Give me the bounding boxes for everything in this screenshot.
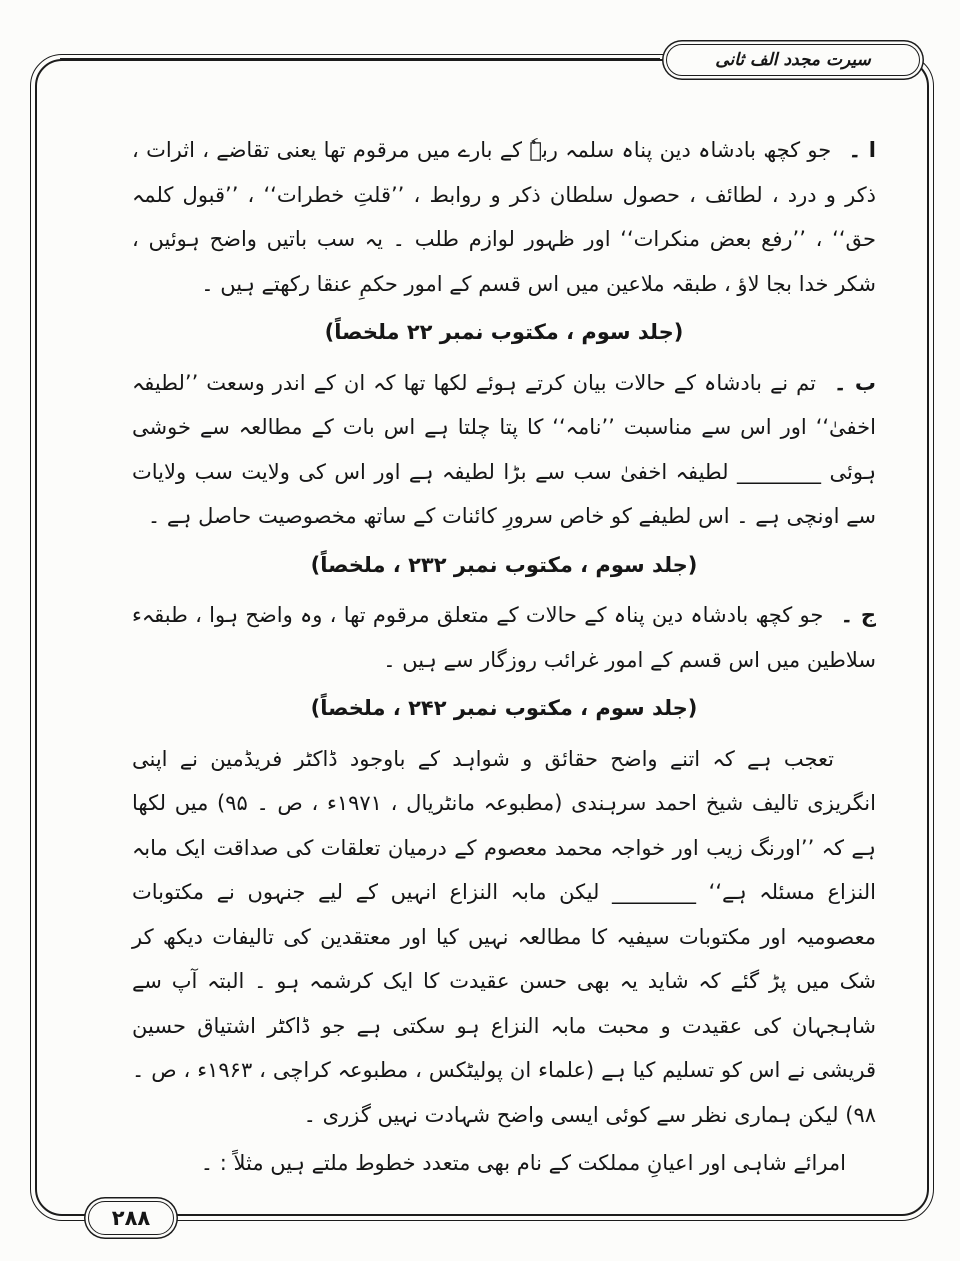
page-number: ۲۸۸	[111, 1206, 151, 1230]
citation-text: (جلد سوم ، مکتوب نمبر ۲۳۲ ، ملخصاً)	[310, 552, 698, 577]
item-text: تم نے بادشاہ کے حالات بیان کرتے ہوئے لکھا تھا کہ ان کے اندر وسعت ’’لطیفہ اخفیٰ‘‘ اور اس سے مناسبت ’’نامہ‘‘ کا پتا چلتا ہے اس بات کے مطالعہ سے خوشی ہوئی ________ لطیفہ اخفیٰ سب سے بڑا لطیفہ ہے اور اس کی ولایت سب ولایات سے اونچی ہے ۔ اس لطیفے کو خاص سرورِ کائنات کے ساتھ مخصوصیت حاصل ہے ۔	[132, 370, 876, 529]
list-item-jeem	[132, 593, 876, 682]
closing-line	[132, 1141, 876, 1186]
item-text: جو کچھ بادشاہ دین پناہ سلمہ ربہٗ کے بارے میں مرقوم تھا یعنی تقاضے ، اثرات ، ذکر و درد ، لطائف ، حصول سلطان ذکر و روابط ، ’’قلتِ خطرات‘‘ ، ’’قبول کلمہ حق‘‘ ، ’’رفع بعض منکرات‘‘ اور ظہور لوازم طلب ۔ یہ سب باتیں واضح ہوئیں ، شکر خدا بجا لاؤ ، طبقہ ملاعین میں اس قسم کے امور حکمِ عنقا رکھتے ہیں ۔	[132, 138, 876, 296]
item-text: جو کچھ بادشاہ دین پناہ کے حالات کے متعلق مرقوم تھا ، وہ واضح ہوا ، طبقہء سلاطین میں اس قسم کے امور غرائب روزگار سے ہیں ۔	[132, 603, 876, 672]
paragraph-text: تعجب ہے کہ اتنے واضح حقائق و شواہد کے باوجود ڈاکٹر فریڈمین نے اپنی انگریزی تالیف شیخ احمد سرہندی (مطبوعہ مانٹریال ، ۱۹۷۱ء ، ص ۔ ۹۵) میں لکھا ہے کہ ’’اورنگ زیب اور خواجہ محمد معصوم کے درمیان تعلقات کی صداقت ایک مابہ النزاع مسئلہ ہے‘‘ ________ لیکن مابہ النزاع انہیں کے لیے جنہوں نے مکتوبات معصومیہ اور مکتوبات سیفیہ کا مطالعہ نہیں کیا اور معتقدین کی تالیفات دیکھ کر شک میں پڑ گئے کہ شاید یہ بھی حسن عقیدت کا ایک کرشمہ ہو ۔ البتہ آپ سے شاہجہان کی عقیدت و محبت مابہ النزاع ہو سکتی ہے جو ڈاکٹر اشتیاق حسین قریشی نے اس کو تسلیم کیا ہے (علماء ان پولیٹکس ، مطبوعہ کراچی ، ۱۹۶۳ء ، ص ۔ ۹۸) لیکن ہماری نظر سے کوئی ایسی واضح شہادت نہیں گزری ۔	[132, 746, 876, 1127]
item-label: ج ۔	[840, 603, 876, 628]
page-number-badge	[88, 1201, 174, 1235]
item-label: ا ۔	[848, 138, 876, 162]
citation-text: (جلد سوم ، مکتوب نمبر ۲۴۲ ، ملخصاً)	[310, 696, 698, 721]
citation-line	[132, 686, 876, 731]
citation-line	[132, 310, 876, 355]
page-body	[132, 128, 876, 1188]
list-item-alif	[132, 128, 876, 306]
item-label: ب ۔	[833, 370, 876, 395]
header-rule	[60, 58, 660, 59]
book-title: سیرت مجدد الف ثانی	[715, 50, 871, 70]
citation-line	[132, 543, 876, 588]
paragraph-text: امرائے شاہی اور اعیانِ مملکت کے نام بھی متعدد خطوط ملتے ہیں مثلاً : ۔	[200, 1151, 846, 1176]
citation-text: (جلد سوم ، مکتوب نمبر ۲۲ ملخصاً)	[324, 320, 684, 345]
commentary-paragraph	[132, 737, 876, 1138]
header-title-cartouche	[666, 44, 920, 76]
list-item-be	[132, 361, 876, 539]
